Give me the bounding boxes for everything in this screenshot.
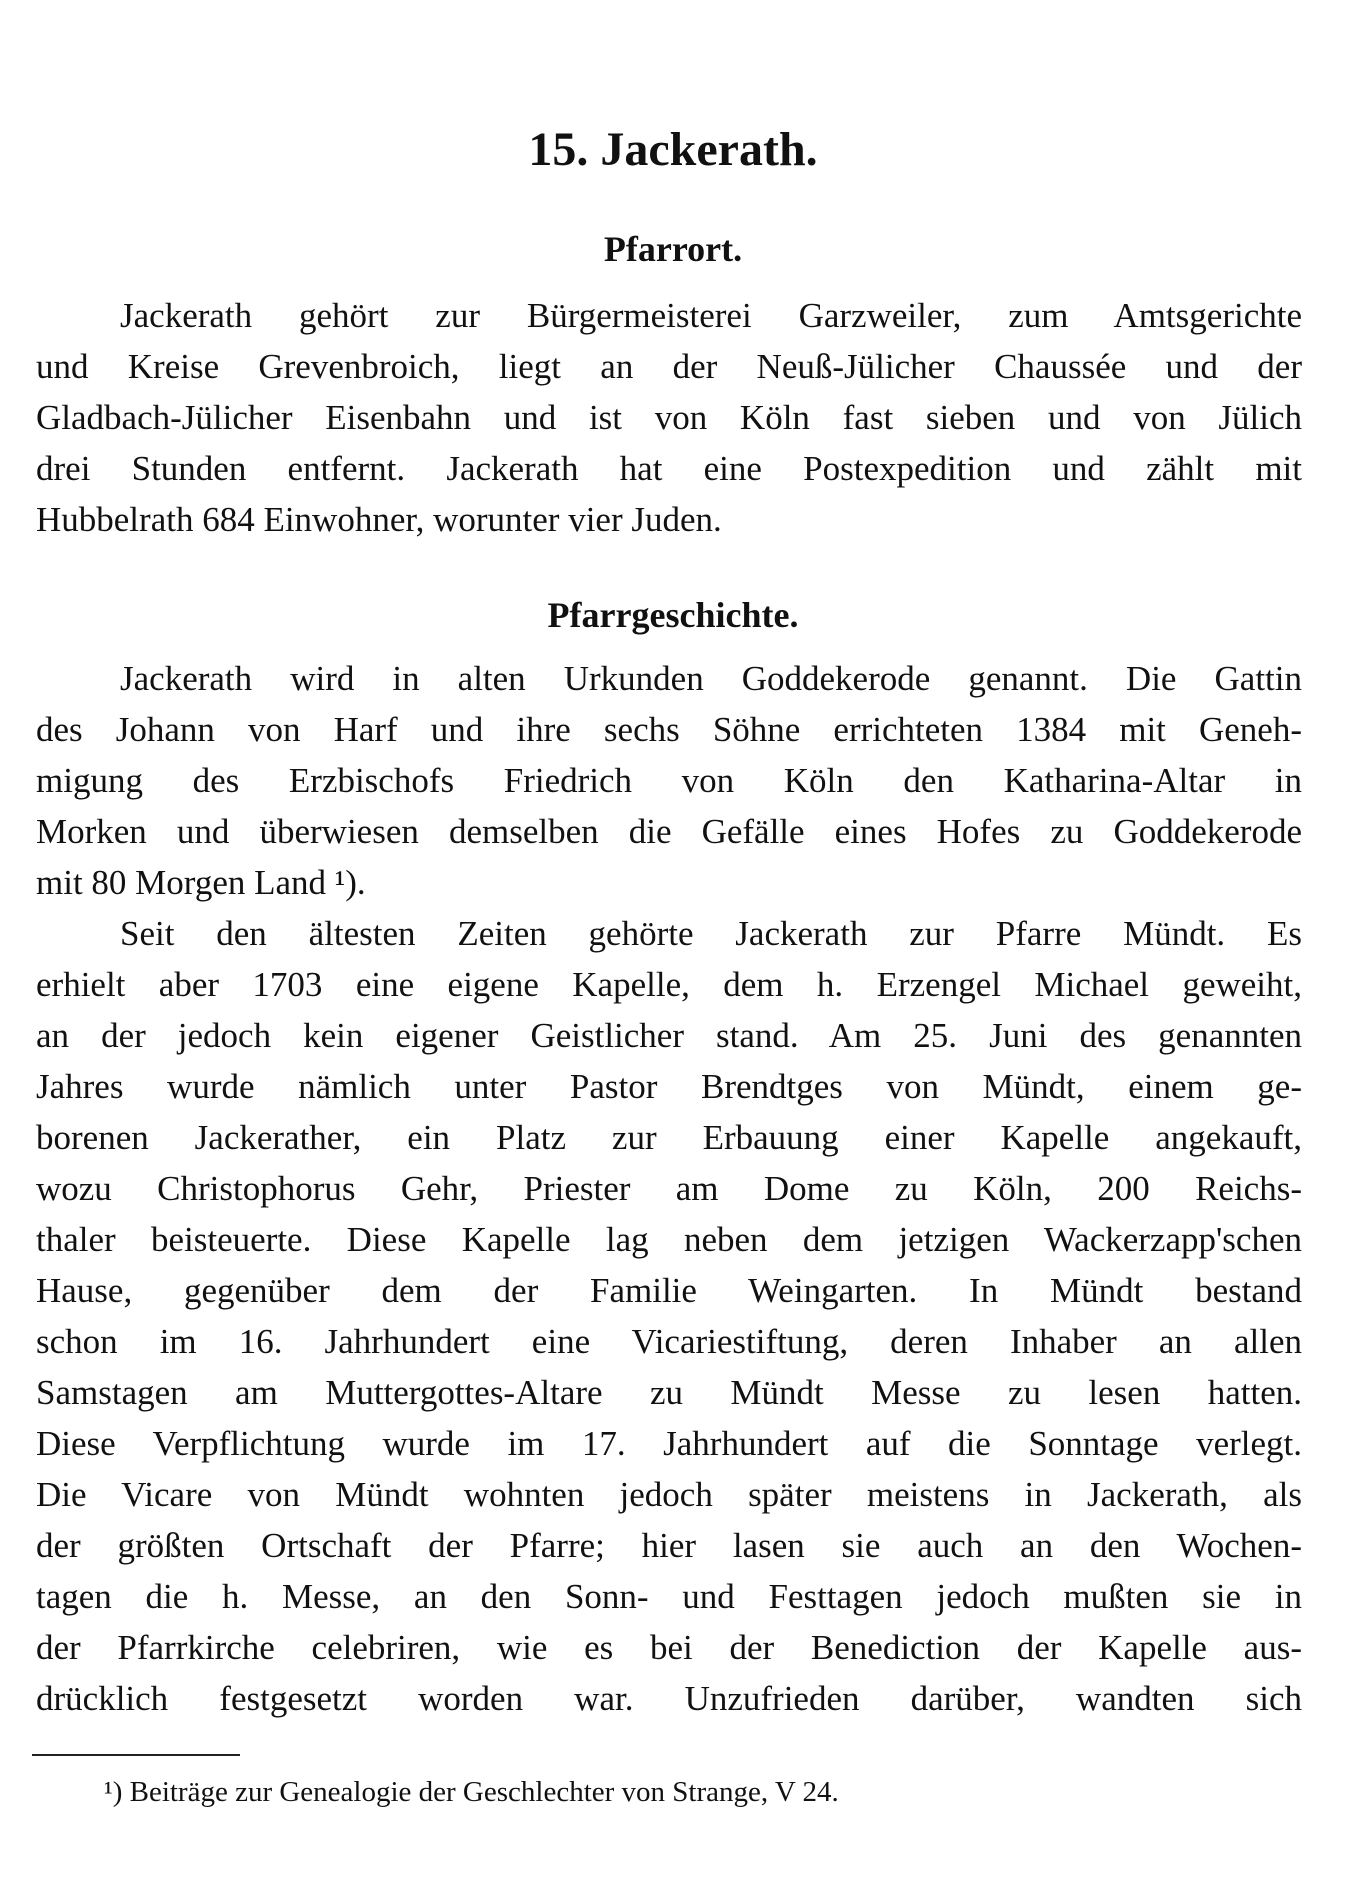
text-line: Seit den ältesten Zeiten gehörte Jackerath zur Pfarre Mündt. Es bbox=[120, 914, 1302, 953]
text-line: mit 80 Morgen Land ¹). bbox=[36, 863, 366, 902]
text-line: Die Vicare von Mündt wohnten jedoch später meistens in Jackerath, als bbox=[36, 1475, 1302, 1514]
text-line: Diese Verpflichtung wurde im 17. Jahrhundert auf die Sonntage verlegt. bbox=[36, 1424, 1302, 1463]
section-heading-pfarrgeschichte: Pfarrgeschichte. bbox=[547, 595, 799, 635]
page-title: 15. Jackerath. bbox=[528, 123, 818, 176]
footnote-divider bbox=[32, 1754, 240, 1756]
text-line: Samstagen am Muttergottes-Altare zu Mündt Messe zu lesen hatten. bbox=[36, 1373, 1302, 1412]
section-heading-pfarrort: Pfarrort. bbox=[603, 229, 743, 269]
text-line: Gladbach-Jülicher Eisenbahn und ist von Köln fast sieben und von Jülich bbox=[36, 398, 1302, 437]
text-line: Jackerath gehört zur Bürgermeisterei Garzweiler, zum Amtsgerichte bbox=[120, 296, 1302, 335]
text-line: thaler beisteuerte. Diese Kapelle lag neben dem jetzigen Wackerzapp'schen bbox=[36, 1220, 1302, 1259]
text-line: Hubbelrath 684 Einwohner, worunter vier Juden. bbox=[36, 500, 722, 539]
text-line: drücklich festgesetzt worden war. Unzufrieden darüber, wandten sich bbox=[36, 1679, 1302, 1718]
text-line: migung des Erzbischofs Friedrich von Köln den Katharina-Altar in bbox=[36, 761, 1302, 800]
text-line: Jackerath wird in alten Urkunden Goddekerode genannt. Die Gattin bbox=[120, 659, 1302, 698]
text-line: der größten Ortschaft der Pfarre; hier lasen sie auch an den Wochen- bbox=[36, 1526, 1302, 1565]
text-line: Morken und überwiesen demselben die Gefälle eines Hofes zu Goddekerode bbox=[36, 812, 1302, 851]
footnote: ¹) Beiträge zur Genealogie der Geschlechter von Strange, V 24. bbox=[104, 1776, 839, 1808]
text-line: wozu Christophorus Gehr, Priester am Dome zu Köln, 200 Reichs- bbox=[36, 1169, 1302, 1208]
text-line: tagen die h. Messe, an den Sonn- und Festtagen jedoch mußten sie in bbox=[36, 1577, 1302, 1616]
text-line: schon im 16. Jahrhundert eine Vicariestiftung, deren Inhaber an allen bbox=[36, 1322, 1302, 1361]
text-line: und Kreise Grevenbroich, liegt an der Neuß-Jülicher Chaussée und der bbox=[36, 347, 1302, 386]
text-line: des Johann von Harf und ihre sechs Söhne errichteten 1384 mit Geneh- bbox=[36, 710, 1302, 749]
text-line: borenen Jackerather, ein Platz zur Erbauung einer Kapelle angekauft, bbox=[36, 1118, 1302, 1157]
text-line: an der jedoch kein eigener Geistlicher stand. Am 25. Juni des genannten bbox=[36, 1016, 1302, 1055]
text-line: der Pfarrkirche celebriren, wie es bei der Benediction der Kapelle aus- bbox=[36, 1628, 1302, 1667]
text-line: drei Stunden entfernt. Jackerath hat eine Postexpedition und zählt mit bbox=[36, 449, 1302, 488]
text-line: Jahres wurde nämlich unter Pastor Brendtges von Mündt, einem ge- bbox=[36, 1067, 1302, 1106]
text-line: erhielt aber 1703 eine eigene Kapelle, dem h. Erzengel Michael geweiht, bbox=[36, 965, 1302, 1004]
paragraph-goddekerode bbox=[36, 653, 1302, 908]
text-line: Hause, gegenüber dem der Familie Weingarten. In Mündt bestand bbox=[36, 1271, 1302, 1310]
paragraph-pfarrort bbox=[36, 290, 1302, 545]
paragraph-kapelle bbox=[36, 908, 1302, 1724]
